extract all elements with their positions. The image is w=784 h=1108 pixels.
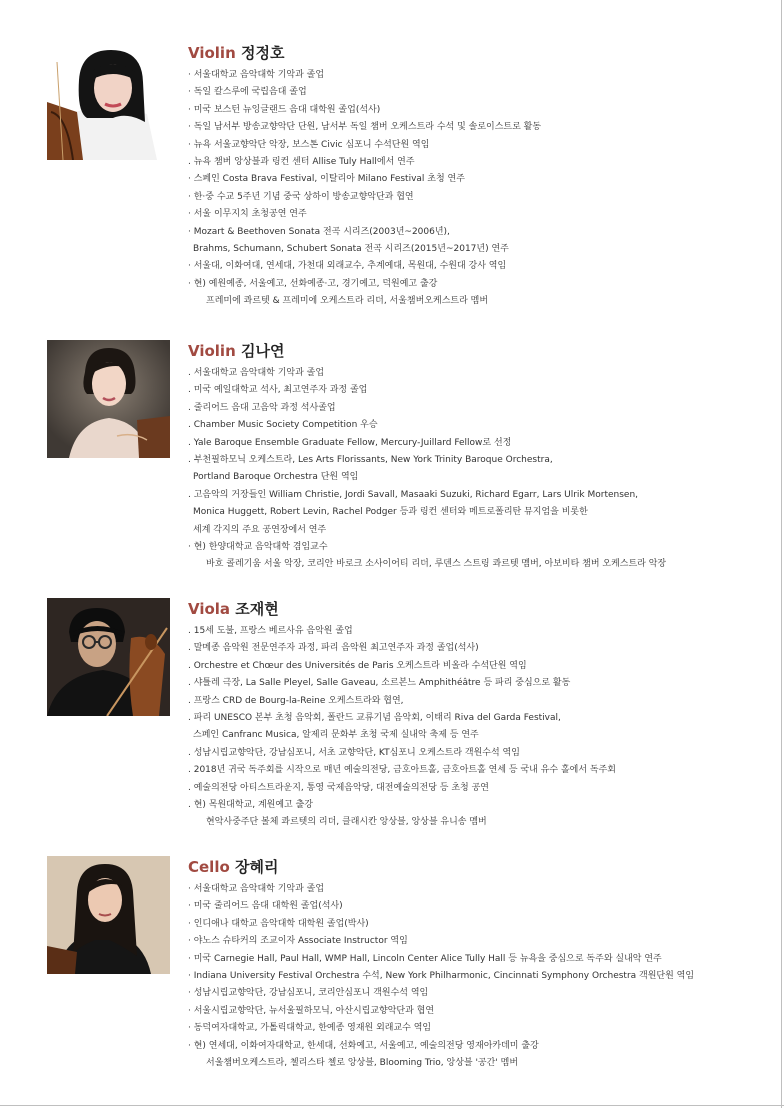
profile-photo	[47, 340, 170, 458]
profile-info	[188, 42, 748, 310]
career-line: · 인디애나 대학교 음악대학 대학원 졸업(박사)	[188, 918, 369, 929]
career-line: · Indiana University Festival Orchestra 수석, New York Philharmonic, Cincinnati Symphony Orchestra 객원단원 역임	[188, 970, 695, 981]
career-line: · 독일 칼스루에 국립음대 졸업	[188, 87, 307, 98]
career-line: . Chamber Music Society Competition 우승	[188, 420, 378, 431]
profile-heading	[188, 856, 748, 878]
career-line: . Orchestre et Chœur des Universités de Paris 오케스트라 비올라 수석단원 역임	[188, 660, 527, 671]
career-line: · 스페인 Costa Brava Festival, 이탈리아 Milano Festival 초청 연주	[188, 174, 465, 185]
career-line: 바흐 콜레기움 서울 악장, 코리안 바로크 소사이어티 리더, 루덴스 스트링 콰르텟 멤버, 아보비타 챔버 오케스트라 악장	[206, 559, 667, 570]
career-line: . 고음악의 거장들인 William Christie, Jordi Savall, Masaaki Suzuki, Richard Egarr, Lars Ulrik Mortensen,	[188, 489, 639, 500]
instrument-label: Violin	[188, 44, 236, 62]
career-line: Portland Baroque Orchestra 단원 역임	[193, 472, 359, 483]
profile-info	[188, 598, 748, 832]
career-line: · 서울시립교향악단, 뉴서울필하모닉, 아산시립교향악단과 협연	[188, 1005, 435, 1016]
career-line: 서울챔버오케스트라, 첼리스타 첼로 앙상블, Blooming Trio, 앙상블 '공간' 멤버	[206, 1057, 519, 1068]
career-line: · 야노스 슈타커의 조교이자 Associate Instructor 역임	[188, 936, 408, 947]
career-line: · Mozart & Beethoven Sonata 전곡 시리즈(2003년~2006년),	[188, 226, 450, 237]
profile-info	[188, 856, 748, 1072]
career-line: · 서울 이무지치 초청공연 연주	[188, 209, 307, 220]
career-line: 세계 각지의 주요 공연장에서 연주	[193, 524, 327, 535]
career-line: . 2018년 귀국 독주회를 시작으로 매년 예술의전당, 금호아트홀, 금호아트홀 연세 등 국내 유수 홀에서 독주회	[188, 765, 616, 776]
career-line: · 독일 남서부 방송교향악단 단원, 남서부 독일 챔버 오케스트라 수석 및 솔로이스트로 활동	[188, 122, 542, 133]
performer-name: 김나연	[241, 342, 285, 360]
profile-heading	[188, 42, 748, 64]
profile-info	[188, 340, 748, 574]
career-line: . 프랑스 CRD de Bourg-la-Reine 오케스트라와 협연,	[188, 695, 404, 706]
career-line: . 서울대학교 음악대학 기악과 졸업	[188, 368, 325, 378]
career-line: · 동덕여자대학교, 가톨릭대학교, 한예종 영재원 외래교수 역임	[188, 1023, 432, 1034]
career-line: 스페인 Canfranc Musica, 알제리 문화부 초청 국제 실내악 축제 등 연주	[193, 730, 479, 741]
profile-photo	[47, 856, 170, 974]
career-line: 현악사중주단 볼체 콰르텟의 리더, 클래시칸 앙상블, 앙상블 유니송 멤버	[206, 817, 487, 828]
profile-heading	[188, 340, 748, 362]
instrument-label: Cello	[188, 858, 230, 876]
performer-name: 정정호	[241, 44, 285, 62]
career-line: . 뉴욕 챔버 앙상블과 링컨 센터 Allise Tuly Hall에서 연주	[188, 156, 415, 167]
career-line: . 부천필하모닉 오케스트라, Les Arts Florissants, New York Trinity Baroque Orchestra,	[188, 454, 553, 465]
profile-photo	[47, 42, 170, 160]
career-line: 프레미에 콰르텟 & 프레미에 오케스트라 리더, 서울챔버오케스트라 멤버	[206, 296, 489, 307]
career-line: . 줄리어드 음대 고음악 과정 석사졸업	[188, 402, 336, 413]
performer-name: 조재현	[235, 600, 279, 618]
career-list	[188, 67, 748, 310]
career-line: . 미국 예일대학교 석사, 최고연주자 과정 졸업	[188, 385, 368, 396]
career-line: · 미국 보스턴 뉴잉글랜드 음대 대학원 졸업(석사)	[188, 104, 381, 115]
career-line: · 현) 한양대학교 음악대학 겸임교수	[188, 541, 328, 552]
violist-portrait-photo	[47, 598, 170, 716]
page-right-border	[781, 0, 782, 1108]
career-line: Brahms, Schumann, Schubert Sonata 전곡 시리즈(2015년~2017년) 연주	[193, 243, 509, 254]
career-line: . Yale Baroque Ensemble Graduate Fellow, Mercury-Juillard Fellow로 선정	[188, 437, 512, 448]
career-line: · 현) 연세대, 이화여자대학교, 한세대, 선화예고, 서울예고, 예술의전당 영재아카데미 출강	[188, 1040, 539, 1051]
career-line: . 파리 UNESCO 본부 초청 음악회, 폴란드 교류기념 음악회, 이태리 Riva del Garda Festival,	[188, 712, 561, 723]
career-line: · 서울대학교 음악대학 기악과 졸업	[188, 884, 325, 894]
page-bottom-border	[0, 1105, 784, 1106]
violinist-portrait-photo	[47, 340, 170, 458]
career-line: · 현) 예원예종, 서울예고, 선화예종·고, 경기예고, 덕원예고 출강	[188, 278, 438, 289]
cellist-portrait-photo	[47, 856, 170, 974]
career-line: . 15세 도불, 프랑스 베르사유 음악원 졸업	[188, 626, 353, 636]
career-line: · 한·중 수교 5주년 기념 중국 상하이 방송교향악단과 협연	[188, 191, 414, 202]
career-line: · 서울대학교 음악대학 기악과 졸업	[188, 70, 325, 80]
career-list	[188, 365, 748, 574]
career-line: · 서울대, 이화여대, 연세대, 가천대 외래교수, 추계예대, 목원대, 수원대 강사 역임	[188, 261, 507, 272]
career-list	[188, 881, 748, 1072]
career-line: . 샤틀레 극장, La Salle Pleyel, Salle Gaveau, 소르본느 Amphithéâtre 등 파리 중심으로 활동	[188, 678, 571, 689]
career-line: · 미국 줄리어드 음대 대학원 졸업(석사)	[188, 901, 343, 912]
career-line: . 예술의전당 아티스트라운지, 통영 국제음악당, 대전예술의전당 등 초청 공연	[188, 782, 489, 793]
instrument-label: Viola	[188, 600, 231, 618]
violinist-portrait-photo	[47, 42, 170, 160]
career-line: . 말메종 음악원 전문연주자 과정, 파리 음악원 최고연주자 과정 졸업(석사)	[188, 643, 479, 654]
career-line: · 미국 Carnegie Hall, Paul Hall, WMP Hall, Lincoln Center Alice Tully Hall 등 뉴욕을 중심으로 독주와 실내악 연주	[188, 953, 662, 964]
career-list	[188, 623, 748, 832]
instrument-label: Violin	[188, 342, 236, 360]
profile-photo	[47, 598, 170, 716]
career-line: · 성남시립교향악단, 강남심포니, 코리안심포니 객원수석 역임	[188, 988, 429, 999]
career-line: . 현) 목원대학교, 계원예고 출강	[188, 799, 314, 810]
profile-heading	[188, 598, 748, 620]
career-line: . 성남시립교향악단, 강남심포니, 서초 교향악단, KT심포니 오케스트라 객원수석 역임	[188, 747, 520, 758]
career-line: · 뉴욕 서울교향악단 악장, 보스톤 Civic 심포니 수석단원 역임	[188, 139, 430, 150]
performer-name: 장혜리	[235, 858, 279, 876]
career-line: Monica Huggett, Robert Levin, Rachel Podger 등과 링컨 센터와 메트로폴리탄 뮤지엄을 비롯한	[193, 507, 588, 518]
